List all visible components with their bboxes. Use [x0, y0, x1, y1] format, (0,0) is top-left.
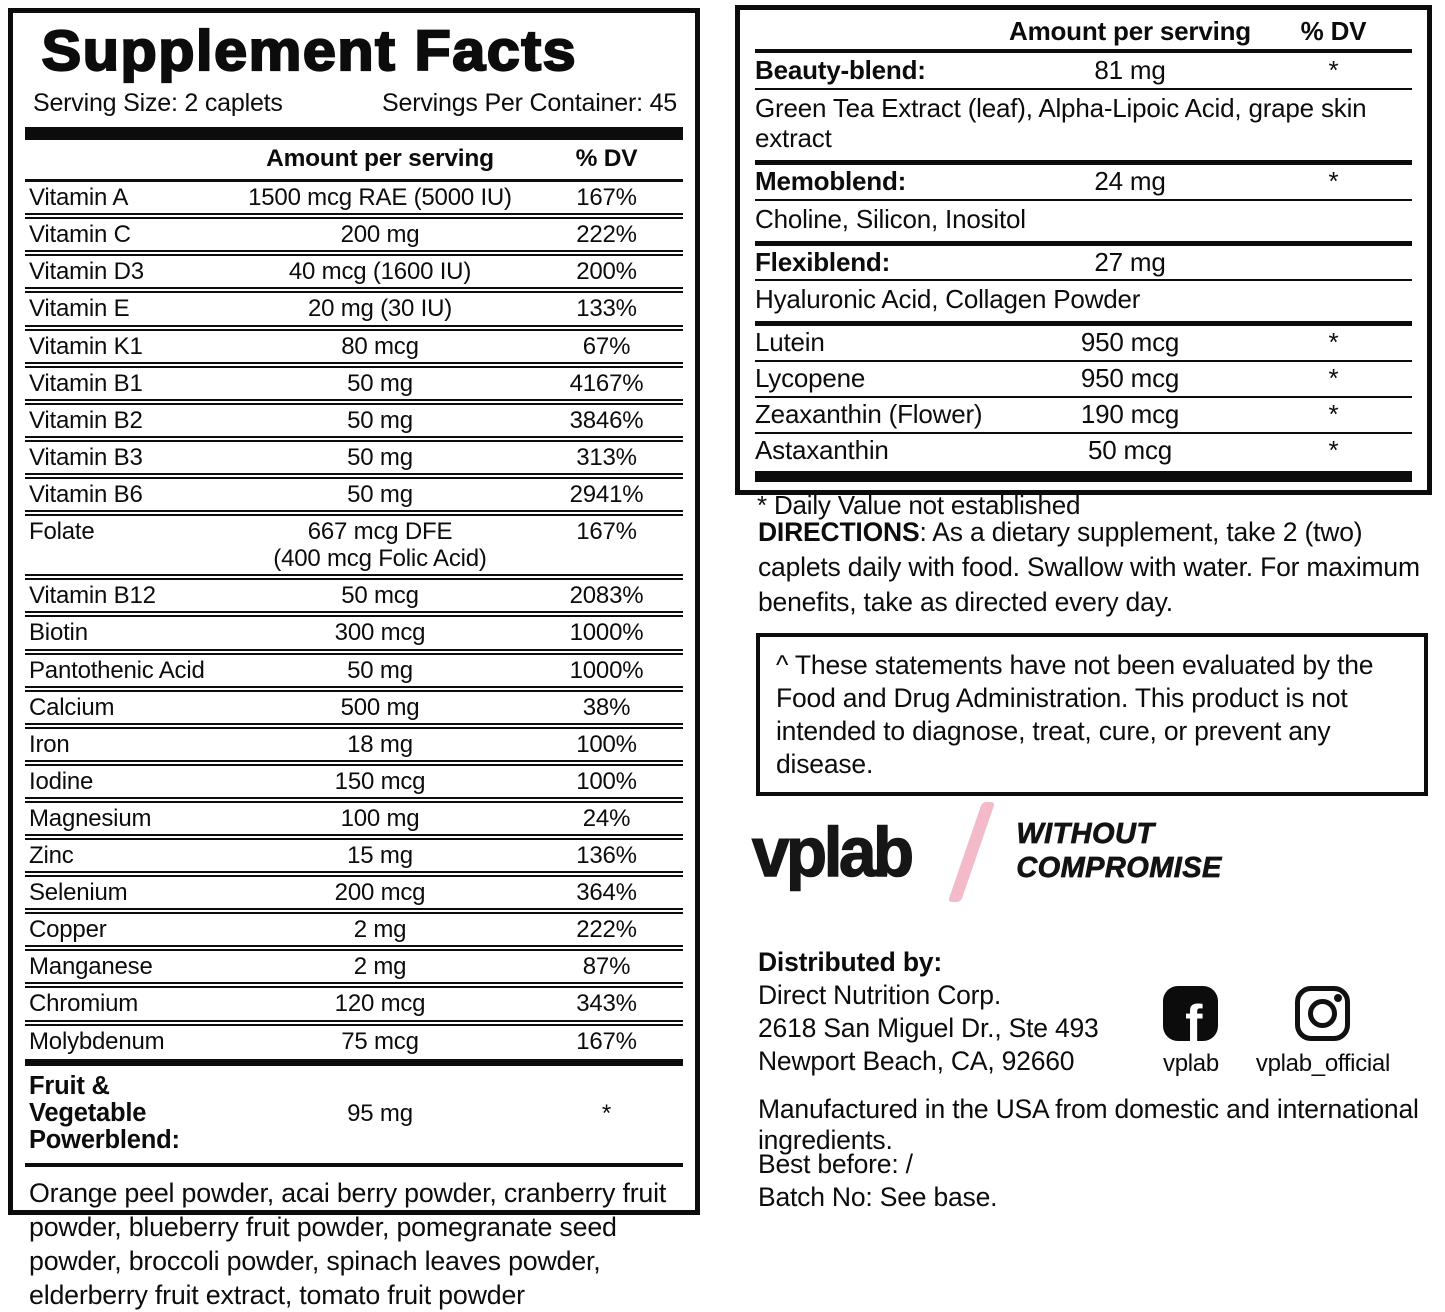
instagram-icon — [1295, 986, 1350, 1041]
cell-amount: 81 mg — [1094, 54, 1166, 85]
cell-amount: 190 mcg — [1080, 399, 1180, 430]
table-row — [25, 574, 683, 611]
batch-no: Batch No: See base. — [758, 1182, 998, 1213]
section-divider — [25, 1059, 683, 1066]
cell-dv: * — [1328, 399, 1339, 430]
table-row — [25, 908, 683, 945]
cell-nutrient: Copper — [29, 916, 107, 944]
powerblend-name-line1: Fruit & Vegetable — [29, 1071, 147, 1127]
cell-dv: 133% — [576, 295, 637, 323]
cell-nutrient: Zinc — [29, 842, 74, 870]
panel-title: Supplement Facts — [41, 19, 578, 83]
blend-ingredients-row: Choline, Silicon, Inositol — [755, 199, 1412, 241]
cell-nutrient: Vitamin D3 — [29, 258, 144, 286]
powerblend-name-line2: Powerblend: — [29, 1126, 180, 1155]
cell-dv: 222% — [576, 221, 637, 249]
table-row — [755, 396, 1412, 432]
facebook-handle: vplab — [1163, 1050, 1219, 1077]
cell-blend-name: Memoblend: — [755, 165, 907, 196]
cell-dv: 4167% — [569, 369, 644, 397]
cell-nutrient: Vitamin B1 — [29, 369, 143, 397]
left-table-body — [25, 182, 683, 1057]
cell-blend-name: Lutein — [755, 327, 825, 358]
batch-info — [758, 1148, 997, 1214]
cell-nutrient: Vitamin B6 — [29, 480, 143, 508]
cell-nutrient: Folate — [29, 518, 95, 546]
cell-dv: 24% — [582, 804, 631, 832]
cell-amount: 50 mg — [347, 480, 413, 508]
powerblend-ingredients: Orange peel powder, acai berry powder, cranberry fruit powder, blueberry fruit powder, pomegranate seed powder, broccoli powder, spinach leaves powder, elderberry fruit extract, tomato fruit powder — [29, 1177, 667, 1310]
best-before: Best before: / — [758, 1149, 913, 1179]
table-row — [25, 213, 683, 250]
powerblend-amount: 95 mg — [347, 1100, 413, 1128]
cell-amount: 50 mg — [347, 443, 413, 471]
col-amount-header: Amount per serving — [1009, 16, 1251, 47]
table-row — [25, 723, 683, 760]
cell-nutrient: Vitamin B2 — [29, 406, 143, 434]
tagline-line2: COMPROMISE — [1016, 852, 1222, 884]
blend-ingredients-row: Hyaluronic Acid, Collagen Powder — [755, 279, 1412, 321]
table-row — [25, 871, 683, 908]
servings-per-container: Servings Per Container: 45 — [382, 89, 677, 118]
distributed-by — [758, 946, 1178, 1077]
cell-dv: 1000% — [569, 656, 644, 684]
cell-amount: 500 mg — [340, 693, 420, 721]
cell-dv: 167% — [576, 1027, 637, 1055]
cell-blend-name: Beauty-blend: — [755, 54, 926, 85]
cell-amount: 100 mg — [340, 804, 420, 832]
table-row — [25, 797, 683, 834]
table-row — [25, 473, 683, 510]
cell-amount: 667 mcg DFE (400 mcg Folic Acid) — [230, 518, 530, 572]
cell-amount: 15 mg — [347, 842, 413, 870]
facebook-item — [1163, 986, 1219, 1078]
cell-amount: 50 mcg — [341, 582, 419, 610]
cell-dv: * — [1328, 165, 1339, 196]
cell-nutrient: Manganese — [29, 953, 153, 981]
tagline-line1: WITHOUT — [1016, 818, 1155, 851]
cell-dv: 200% — [576, 258, 637, 286]
cell-amount: 20 mg (30 IU) — [307, 295, 453, 323]
distributor-company: Direct Nutrition Corp. — [758, 979, 1002, 1010]
cell-dv: 167% — [576, 184, 637, 212]
blend-ingredients-row: Green Tea Extract (leaf), Alpha-Lipoic Acid, grape skin extract — [755, 88, 1412, 160]
table-row — [25, 611, 683, 648]
table-row — [25, 362, 683, 399]
table-row — [25, 325, 683, 362]
cell-dv: 67% — [582, 332, 631, 360]
cell-dv: 3846% — [569, 406, 644, 434]
table-row — [25, 287, 683, 324]
cell-blend-name: Lycopene — [755, 363, 866, 394]
cell-dv: * — [1328, 54, 1339, 85]
cell-nutrient: Selenium — [29, 879, 128, 907]
thick-divider — [25, 127, 683, 140]
cell-amount: 1500 mcg RAE (5000 IU) — [248, 184, 512, 212]
cell-dv: 100% — [576, 767, 637, 795]
thick-divider — [755, 471, 1412, 482]
cell-amount: 150 mcg — [334, 767, 426, 795]
table-row — [25, 510, 683, 574]
table-row — [25, 399, 683, 436]
cell-amount: 27 mg — [1094, 246, 1166, 277]
powerblend-row — [25, 1066, 683, 1163]
cell-dv: 2941% — [569, 480, 644, 508]
col-amount-header: Amount per serving — [266, 145, 494, 173]
cell-amount: 50 mg — [347, 369, 413, 397]
cell-amount: 200 mcg — [334, 879, 426, 907]
dv-footnote: * Daily Value not established — [757, 489, 1081, 520]
supplement-facts-panel — [8, 8, 700, 1310]
cell-amount: 24 mg — [1094, 165, 1166, 196]
cell-amount: 40 mcg (1600 IU) — [288, 258, 472, 286]
cell-nutrient: Vitamin B3 — [29, 443, 143, 471]
table-row — [25, 760, 683, 797]
instagram-item — [1256, 986, 1390, 1078]
cell-nutrient: Pantothenic Acid — [29, 656, 205, 684]
distributor-address2: Newport Beach, CA, 92660 — [758, 1045, 1075, 1076]
cell-amount: 50 mg — [347, 656, 413, 684]
cell-dv: 343% — [576, 990, 637, 1018]
cell-dv: 2083% — [569, 582, 644, 610]
fda-disclaimer-box — [756, 633, 1428, 796]
distributed-by-label: Distributed by: — [758, 947, 942, 977]
table-row — [755, 432, 1412, 468]
cell-dv: 100% — [576, 730, 637, 758]
powerblend-dv: * — [601, 1100, 612, 1128]
cell-dv: * — [1328, 363, 1339, 394]
cell-blend-name: Zeaxanthin (Flower) — [755, 399, 983, 430]
table-row — [755, 241, 1412, 280]
cell-amount-line2: (400 mcg Folic Acid) — [273, 545, 487, 573]
right-table-body — [755, 53, 1412, 468]
cell-nutrient: Vitamin C — [29, 221, 131, 249]
cell-dv: 38% — [582, 693, 631, 721]
table-row — [25, 834, 683, 871]
directions-text — [758, 515, 1445, 620]
powerblend-name — [25, 1073, 230, 1155]
social-links — [1163, 986, 1390, 1078]
table-row — [25, 182, 683, 213]
blends-panel — [735, 5, 1432, 520]
table-row — [25, 982, 683, 1019]
table-row — [25, 250, 683, 287]
table-row — [25, 436, 683, 473]
instagram-handle: vplab_official — [1255, 1050, 1391, 1077]
cell-nutrient: Iodine — [29, 767, 94, 795]
cell-nutrient: Vitamin A — [29, 184, 129, 212]
cell-nutrient: Chromium — [29, 990, 139, 1018]
vplab-logo: vplab — [752, 813, 911, 891]
brand-logo — [752, 796, 1222, 908]
cell-nutrient: Calcium — [29, 693, 115, 721]
cell-amount: 50 mcg — [1087, 435, 1173, 466]
cell-nutrient: Molybdenum — [29, 1027, 165, 1055]
cell-dv: 364% — [576, 879, 637, 907]
table-row — [25, 945, 683, 982]
cell-dv: 136% — [576, 842, 637, 870]
right-table-header — [755, 15, 1412, 53]
table-row — [25, 649, 683, 686]
fda-disclaimer-text: ^ These statements have not been evaluated by the Food and Drug Administration. This product is not intended to diagnose, treat, cure, or prevent any disease. — [776, 650, 1374, 779]
left-table-header — [25, 140, 683, 182]
cell-amount: 75 mcg — [341, 1027, 419, 1055]
cell-dv: 87% — [582, 953, 631, 981]
cell-amount: 950 mcg — [1080, 363, 1180, 394]
cell-amount: 80 mcg — [341, 332, 419, 360]
cell-nutrient: Iron — [29, 730, 70, 758]
cell-dv: 222% — [576, 916, 637, 944]
table-row — [755, 360, 1412, 396]
cell-amount: 18 mg — [347, 730, 413, 758]
cell-dv: 1000% — [569, 619, 644, 647]
brand-tagline — [1016, 818, 1221, 885]
cell-nutrient: Vitamin B12 — [29, 582, 156, 610]
table-row — [25, 1020, 683, 1057]
serving-info — [25, 83, 683, 127]
cell-amount: 300 mcg — [334, 619, 426, 647]
col-dv-header: % DV — [1300, 16, 1367, 47]
cell-dv: 313% — [576, 443, 637, 471]
table-row — [755, 321, 1412, 360]
cell-nutrient: Vitamin K1 — [29, 332, 143, 360]
cell-amount: 120 mcg — [334, 990, 426, 1018]
cell-amount: 200 mg — [340, 221, 420, 249]
cell-amount: 50 mg — [347, 406, 413, 434]
table-row — [755, 160, 1412, 199]
cell-amount: 2 mg — [353, 953, 407, 981]
manufactured-text: Manufactured in the USA from domestic and international ingredients. — [758, 1094, 1419, 1155]
directions-label: DIRECTIONS — [758, 517, 920, 547]
cell-nutrient: Magnesium — [29, 804, 152, 832]
cell-nutrient: Vitamin E — [29, 295, 130, 323]
cell-blend-name: Astaxanthin — [755, 435, 889, 466]
cell-dv: * — [1328, 435, 1339, 466]
cell-dv: 167% — [576, 518, 637, 546]
table-row — [25, 686, 683, 723]
cell-dv: * — [1328, 327, 1339, 358]
serving-size: Serving Size: 2 caplets — [33, 89, 283, 118]
slash-icon — [948, 802, 995, 902]
distributor-address1: 2618 San Miguel Dr., Ste 493 — [758, 1012, 1099, 1043]
cell-blend-name: Flexiblend: — [755, 246, 891, 277]
cell-amount: 2 mg — [353, 916, 407, 944]
table-row — [755, 53, 1412, 88]
cell-amount: 950 mcg — [1080, 327, 1180, 358]
facebook-icon: f — [1163, 986, 1218, 1041]
directions-body: : As a dietary supplement, take 2 (two) caplets daily with food. Swallow with water. For maximum benefits, take as directed every day. — [758, 517, 1420, 617]
cell-nutrient: Biotin — [29, 619, 88, 647]
col-dv-header: % DV — [575, 145, 638, 173]
